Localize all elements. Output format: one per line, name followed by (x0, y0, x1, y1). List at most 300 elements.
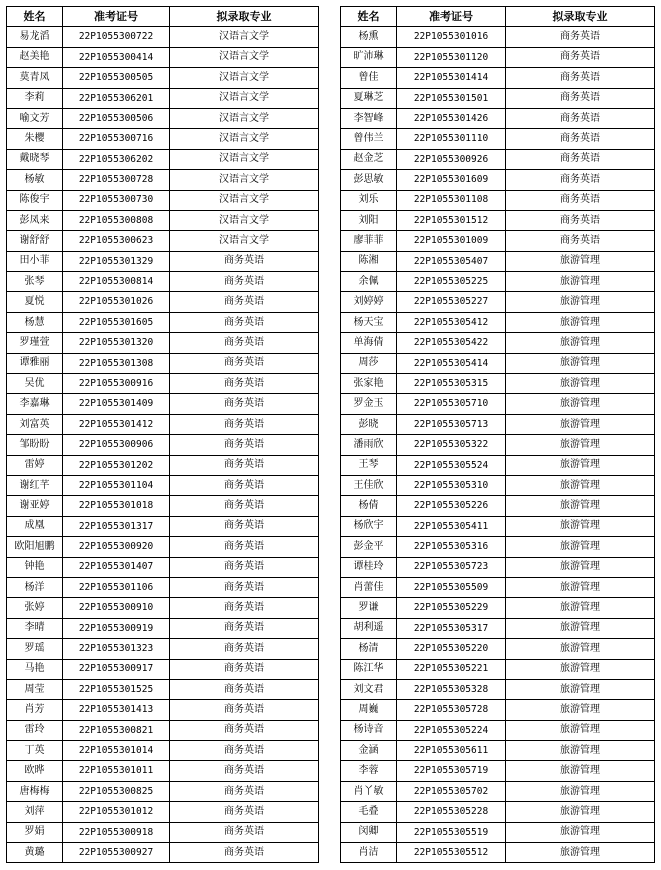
major-cell: 旅游管理 (506, 353, 655, 373)
student-name-cell: 李智峰 (341, 108, 397, 128)
table-row (341, 27, 655, 47)
major-cell: 旅游管理 (506, 455, 655, 475)
exam-id-cell: 22P1055301110 (397, 129, 506, 149)
exam-id-cell: 22P1055301512 (397, 210, 506, 230)
major-cell: 商务英语 (170, 292, 319, 312)
student-name-cell: 杨倩 (341, 496, 397, 516)
exam-id-cell: 22P1055305226 (397, 496, 506, 516)
exam-id-cell: 22P1055305702 (397, 781, 506, 801)
student-name-cell: 田小菲 (7, 251, 63, 271)
exam-id-cell: 22P1055301106 (63, 577, 170, 597)
student-name-cell: 欧晔 (7, 761, 63, 781)
major-cell: 旅游管理 (506, 414, 655, 434)
major-cell: 商务英语 (170, 455, 319, 475)
table-row (341, 618, 655, 638)
student-name-cell: 马艳 (7, 659, 63, 679)
exam-id-cell: 22P1055301018 (63, 496, 170, 516)
table-row (341, 414, 655, 434)
major-cell: 旅游管理 (506, 822, 655, 842)
student-name-cell: 彭凤来 (7, 210, 63, 230)
table-row (341, 843, 655, 863)
major-cell: 商务英语 (170, 761, 319, 781)
exam-id-cell: 22P1055301323 (63, 639, 170, 659)
student-name-cell: 谢舒舒 (7, 231, 63, 251)
table-row (7, 435, 319, 455)
major-cell: 商务英语 (506, 170, 655, 190)
major-cell: 商务英语 (170, 659, 319, 679)
table-row (7, 679, 319, 699)
major-cell: 商务英语 (506, 108, 655, 128)
student-name-cell: 赵金芝 (341, 149, 397, 169)
exam-id-cell: 22P1055301501 (397, 88, 506, 108)
table-row (7, 720, 319, 740)
major-cell: 旅游管理 (506, 802, 655, 822)
student-name-cell: 李晴 (7, 618, 63, 638)
student-name-cell: 李蓉 (341, 761, 397, 781)
table-row (7, 272, 319, 292)
exam-id-cell: 22P1055305519 (397, 822, 506, 842)
exam-id-cell: 22P1055305317 (397, 618, 506, 638)
admission-table-right (340, 6, 655, 863)
student-name-cell: 吴优 (7, 374, 63, 394)
major-cell: 商务英语 (170, 639, 319, 659)
major-cell: 商务英语 (506, 231, 655, 251)
student-name-cell: 王琴 (341, 455, 397, 475)
major-cell: 旅游管理 (506, 272, 655, 292)
exam-id-cell: 22P1055305422 (397, 333, 506, 353)
table-row (341, 761, 655, 781)
student-name-cell: 刘阳 (341, 210, 397, 230)
major-cell: 商务英语 (170, 272, 319, 292)
exam-id-cell: 22P1055305710 (397, 394, 506, 414)
table-row (7, 700, 319, 720)
major-cell: 商务英语 (170, 435, 319, 455)
table-row (341, 455, 655, 475)
right-table-body (341, 27, 655, 863)
exam-id-cell: 22P1055305220 (397, 639, 506, 659)
table-row (341, 231, 655, 251)
table-row (341, 741, 655, 761)
major-cell: 汉语言文学 (170, 210, 319, 230)
table-row (7, 639, 319, 659)
exam-id-cell: 22P1055305328 (397, 679, 506, 699)
table-row (341, 720, 655, 740)
table-row (7, 414, 319, 434)
table-row (341, 170, 655, 190)
exam-id-cell: 22P1055300505 (63, 68, 170, 88)
major-cell: 旅游管理 (506, 312, 655, 332)
exam-id-cell: 22P1055301108 (397, 190, 506, 210)
major-cell: 旅游管理 (506, 557, 655, 577)
major-cell: 商务英语 (506, 129, 655, 149)
exam-id-cell: 22P1055300728 (63, 170, 170, 190)
table-row (7, 822, 319, 842)
header-name: 姓名 (341, 7, 397, 27)
student-name-cell: 雷婷 (7, 455, 63, 475)
table-row (7, 333, 319, 353)
major-cell: 商务英语 (170, 496, 319, 516)
exam-id-cell: 22P1055301329 (63, 251, 170, 271)
table-row (7, 88, 319, 108)
table-row (7, 27, 319, 47)
table-row (7, 618, 319, 638)
exam-id-cell: 22P1055305411 (397, 516, 506, 536)
major-cell: 旅游管理 (506, 598, 655, 618)
exam-id-cell: 22P1055301414 (397, 68, 506, 88)
exam-id-cell: 22P1055305229 (397, 598, 506, 618)
major-cell: 旅游管理 (506, 679, 655, 699)
table-row (7, 537, 319, 557)
major-cell: 旅游管理 (506, 435, 655, 455)
exam-id-cell: 22P1055300917 (63, 659, 170, 679)
major-cell: 汉语言文学 (170, 149, 319, 169)
student-name-cell: 赵美艳 (7, 47, 63, 67)
major-cell: 汉语言文学 (170, 88, 319, 108)
student-name-cell: 金涵 (341, 741, 397, 761)
header-exam-id: 准考证号 (63, 7, 170, 27)
exam-id-cell: 22P1055301317 (63, 516, 170, 536)
exam-id-cell: 22P1055301409 (63, 394, 170, 414)
table-row (341, 129, 655, 149)
table-row (341, 537, 655, 557)
student-name-cell: 曾伟兰 (341, 129, 397, 149)
student-name-cell: 丁英 (7, 741, 63, 761)
header-major: 拟录取专业 (506, 7, 655, 27)
student-name-cell: 旷沛琳 (341, 47, 397, 67)
student-name-cell: 刘婷婷 (341, 292, 397, 312)
student-name-cell: 张琴 (7, 272, 63, 292)
exam-id-cell: 22P1055305719 (397, 761, 506, 781)
student-name-cell: 李嘉琳 (7, 394, 63, 414)
student-name-cell: 戴晓琴 (7, 149, 63, 169)
table-row (7, 231, 319, 251)
table-row (7, 374, 319, 394)
table-row (341, 822, 655, 842)
table-row (341, 292, 655, 312)
header-major: 拟录取专业 (170, 7, 319, 27)
table-row (7, 353, 319, 373)
exam-id-cell: 22P1055305315 (397, 374, 506, 394)
student-name-cell: 周巍 (341, 700, 397, 720)
exam-id-cell: 22P1055300926 (397, 149, 506, 169)
major-cell: 旅游管理 (506, 659, 655, 679)
student-name-cell: 黄璐 (7, 843, 63, 863)
table-row (341, 598, 655, 618)
student-name-cell: 彭金平 (341, 537, 397, 557)
student-name-cell: 曾佳 (341, 68, 397, 88)
student-name-cell: 杨熏 (341, 27, 397, 47)
exam-id-cell: 22P1055301012 (63, 802, 170, 822)
header-row (341, 7, 655, 27)
table-row (341, 679, 655, 699)
student-name-cell: 杨敏 (7, 170, 63, 190)
student-name-cell: 莫青凤 (7, 68, 63, 88)
table-row (341, 312, 655, 332)
exam-id-cell: 22P1055301525 (63, 679, 170, 699)
exam-id-cell: 22P1055305407 (397, 251, 506, 271)
exam-id-cell: 22P1055305221 (397, 659, 506, 679)
major-cell: 旅游管理 (506, 720, 655, 740)
exam-id-cell: 22P1055301407 (63, 557, 170, 577)
table-row (7, 394, 319, 414)
table-row (7, 170, 319, 190)
header-exam-id: 准考证号 (397, 7, 506, 27)
exam-id-cell: 22P1055301605 (63, 312, 170, 332)
table-row (341, 781, 655, 801)
table-row (341, 88, 655, 108)
student-name-cell: 邹盼盼 (7, 435, 63, 455)
student-name-cell: 杨欣宇 (341, 516, 397, 536)
student-name-cell: 肖芳 (7, 700, 63, 720)
major-cell: 旅游管理 (506, 516, 655, 536)
exam-id-cell: 22P1055300722 (63, 27, 170, 47)
table-row (341, 802, 655, 822)
exam-id-cell: 22P1055300414 (63, 47, 170, 67)
major-cell: 商务英语 (170, 374, 319, 394)
student-name-cell: 肖丫敏 (341, 781, 397, 801)
student-name-cell: 罗娟 (7, 822, 63, 842)
major-cell: 汉语言文学 (170, 27, 319, 47)
exam-id-cell: 22P1055300920 (63, 537, 170, 557)
major-cell: 旅游管理 (506, 781, 655, 801)
table-row (7, 68, 319, 88)
left-table-body (7, 27, 319, 863)
student-name-cell: 王佳欣 (341, 475, 397, 495)
major-cell: 汉语言文学 (170, 108, 319, 128)
major-cell: 商务英语 (506, 88, 655, 108)
student-name-cell: 杨天宝 (341, 312, 397, 332)
exam-id-cell: 22P1055305316 (397, 537, 506, 557)
exam-id-cell: 22P1055305524 (397, 455, 506, 475)
major-cell: 商务英语 (170, 394, 319, 414)
student-name-cell: 雷玲 (7, 720, 63, 740)
exam-id-cell: 22P1055300814 (63, 272, 170, 292)
major-cell: 商务英语 (170, 312, 319, 332)
table-row (7, 802, 319, 822)
exam-id-cell: 22P1055305611 (397, 741, 506, 761)
major-cell: 商务英语 (170, 720, 319, 740)
student-name-cell: 周莹 (7, 679, 63, 699)
major-cell: 旅游管理 (506, 700, 655, 720)
major-cell: 商务英语 (170, 802, 319, 822)
exam-id-cell: 22P1055300623 (63, 231, 170, 251)
table-row (7, 557, 319, 577)
exam-id-cell: 22P1055300910 (63, 598, 170, 618)
table-row (7, 190, 319, 210)
table-row (341, 47, 655, 67)
student-name-cell: 周莎 (341, 353, 397, 373)
major-cell: 旅游管理 (506, 333, 655, 353)
major-cell: 旅游管理 (506, 741, 655, 761)
table-row (341, 149, 655, 169)
major-cell: 旅游管理 (506, 475, 655, 495)
student-name-cell: 肖蕾佳 (341, 577, 397, 597)
major-cell: 商务英语 (170, 618, 319, 638)
exam-id-cell: 22P1055301412 (63, 414, 170, 434)
student-name-cell: 成凰 (7, 516, 63, 536)
student-name-cell: 张家艳 (341, 374, 397, 394)
table-row (341, 659, 655, 679)
exam-id-cell: 22P1055305322 (397, 435, 506, 455)
major-cell: 旅游管理 (506, 251, 655, 271)
student-name-cell: 易龙滔 (7, 27, 63, 47)
table-row (341, 516, 655, 536)
student-name-cell: 毛叠 (341, 802, 397, 822)
table-row (341, 353, 655, 373)
exam-id-cell: 22P1055300906 (63, 435, 170, 455)
exam-id-cell: 22P1055300730 (63, 190, 170, 210)
major-cell: 商务英语 (506, 68, 655, 88)
student-name-cell: 肖洁 (341, 843, 397, 863)
exam-id-cell: 22P1055300821 (63, 720, 170, 740)
table-row (7, 761, 319, 781)
major-cell: 商务英语 (170, 598, 319, 618)
major-cell: 汉语言文学 (170, 231, 319, 251)
table-row (341, 700, 655, 720)
exam-id-cell: 22P1055301009 (397, 231, 506, 251)
major-cell: 商务英语 (170, 333, 319, 353)
major-cell: 商务英语 (170, 781, 319, 801)
student-name-cell: 杨诗音 (341, 720, 397, 740)
exam-id-cell: 22P1055305310 (397, 475, 506, 495)
exam-id-cell: 22P1055300506 (63, 108, 170, 128)
student-name-cell: 李莉 (7, 88, 63, 108)
major-cell: 商务英语 (170, 679, 319, 699)
major-cell: 商务英语 (170, 741, 319, 761)
student-name-cell: 谭桂玲 (341, 557, 397, 577)
table-row (341, 394, 655, 414)
major-cell: 汉语言文学 (170, 68, 319, 88)
exam-id-cell: 22P1055305228 (397, 802, 506, 822)
student-name-cell: 刘文君 (341, 679, 397, 699)
major-cell: 旅游管理 (506, 537, 655, 557)
exam-id-cell: 22P1055301320 (63, 333, 170, 353)
major-cell: 旅游管理 (506, 292, 655, 312)
student-name-cell: 喻文芳 (7, 108, 63, 128)
major-cell: 商务英语 (506, 190, 655, 210)
student-name-cell: 谢红芊 (7, 475, 63, 495)
exam-id-cell: 22P1055301014 (63, 741, 170, 761)
student-name-cell: 杨慧 (7, 312, 63, 332)
table-row (7, 292, 319, 312)
exam-id-cell: 22P1055300808 (63, 210, 170, 230)
major-cell: 汉语言文学 (170, 170, 319, 190)
student-name-cell: 罗谦 (341, 598, 397, 618)
table-row (341, 435, 655, 455)
exam-id-cell: 22P1055300716 (63, 129, 170, 149)
student-name-cell: 陈湘 (341, 251, 397, 271)
exam-id-cell: 22P1055305227 (397, 292, 506, 312)
student-name-cell: 罗瑶 (7, 639, 63, 659)
student-name-cell: 刘乐 (341, 190, 397, 210)
table-row (7, 47, 319, 67)
student-name-cell: 廖菲菲 (341, 231, 397, 251)
student-name-cell: 杨洋 (7, 577, 63, 597)
table-row (7, 577, 319, 597)
exam-id-cell: 22P1055301413 (63, 700, 170, 720)
student-name-cell: 刘富英 (7, 414, 63, 434)
student-name-cell: 朱樱 (7, 129, 63, 149)
table-row (7, 496, 319, 516)
student-name-cell: 欧阳旭鹏 (7, 537, 63, 557)
major-cell: 旅游管理 (506, 577, 655, 597)
student-name-cell: 罗瑾萱 (7, 333, 63, 353)
table-row (7, 108, 319, 128)
student-name-cell: 余佩 (341, 272, 397, 292)
exam-id-cell: 22P1055300919 (63, 618, 170, 638)
major-cell: 商务英语 (170, 414, 319, 434)
major-cell: 旅游管理 (506, 618, 655, 638)
major-cell: 旅游管理 (506, 394, 655, 414)
student-name-cell: 罗金玉 (341, 394, 397, 414)
major-cell: 旅游管理 (506, 843, 655, 863)
table-row (7, 781, 319, 801)
exam-id-cell: 22P1055300825 (63, 781, 170, 801)
table-row (7, 516, 319, 536)
table-row (7, 149, 319, 169)
table-row (7, 210, 319, 230)
major-cell: 商务英语 (170, 822, 319, 842)
major-cell: 商务英语 (170, 700, 319, 720)
table-row (341, 557, 655, 577)
table-row (341, 577, 655, 597)
table-row (7, 843, 319, 863)
major-cell: 汉语言文学 (170, 129, 319, 149)
exam-id-cell: 22P1055301104 (63, 475, 170, 495)
table-row (7, 741, 319, 761)
major-cell: 商务英语 (170, 353, 319, 373)
table-row (341, 108, 655, 128)
student-name-cell: 夏悦 (7, 292, 63, 312)
exam-id-cell: 22P1055301202 (63, 455, 170, 475)
student-name-cell: 唐梅梅 (7, 781, 63, 801)
student-name-cell: 钟艳 (7, 557, 63, 577)
major-cell: 商务英语 (170, 516, 319, 536)
student-name-cell: 闵卿 (341, 822, 397, 842)
exam-id-cell: 22P1055305713 (397, 414, 506, 434)
major-cell: 商务英语 (170, 537, 319, 557)
exam-id-cell: 22P1055300918 (63, 822, 170, 842)
exam-id-cell: 22P1055301609 (397, 170, 506, 190)
major-cell: 商务英语 (170, 251, 319, 271)
student-name-cell: 胡利遥 (341, 618, 397, 638)
exam-id-cell: 22P1055301308 (63, 353, 170, 373)
table-row (341, 272, 655, 292)
table-row (341, 210, 655, 230)
major-cell: 商务英语 (170, 577, 319, 597)
exam-id-cell: 22P1055306201 (63, 88, 170, 108)
student-name-cell: 刘萍 (7, 802, 63, 822)
table-row (341, 639, 655, 659)
major-cell: 商务英语 (506, 47, 655, 67)
major-cell: 汉语言文学 (170, 190, 319, 210)
exam-id-cell: 22P1055305224 (397, 720, 506, 740)
header-name: 姓名 (7, 7, 63, 27)
table-row (341, 374, 655, 394)
table-row (7, 455, 319, 475)
major-cell: 商务英语 (506, 27, 655, 47)
student-name-cell: 彭思敏 (341, 170, 397, 190)
admission-table-left (6, 6, 319, 863)
exam-id-cell: 22P1055301426 (397, 108, 506, 128)
table-row (7, 251, 319, 271)
exam-id-cell: 22P1055301120 (397, 47, 506, 67)
exam-id-cell: 22P1055305412 (397, 312, 506, 332)
student-name-cell: 潘雨欣 (341, 435, 397, 455)
table-row (7, 312, 319, 332)
student-name-cell: 夏琳芝 (341, 88, 397, 108)
exam-id-cell: 22P1055300927 (63, 843, 170, 863)
